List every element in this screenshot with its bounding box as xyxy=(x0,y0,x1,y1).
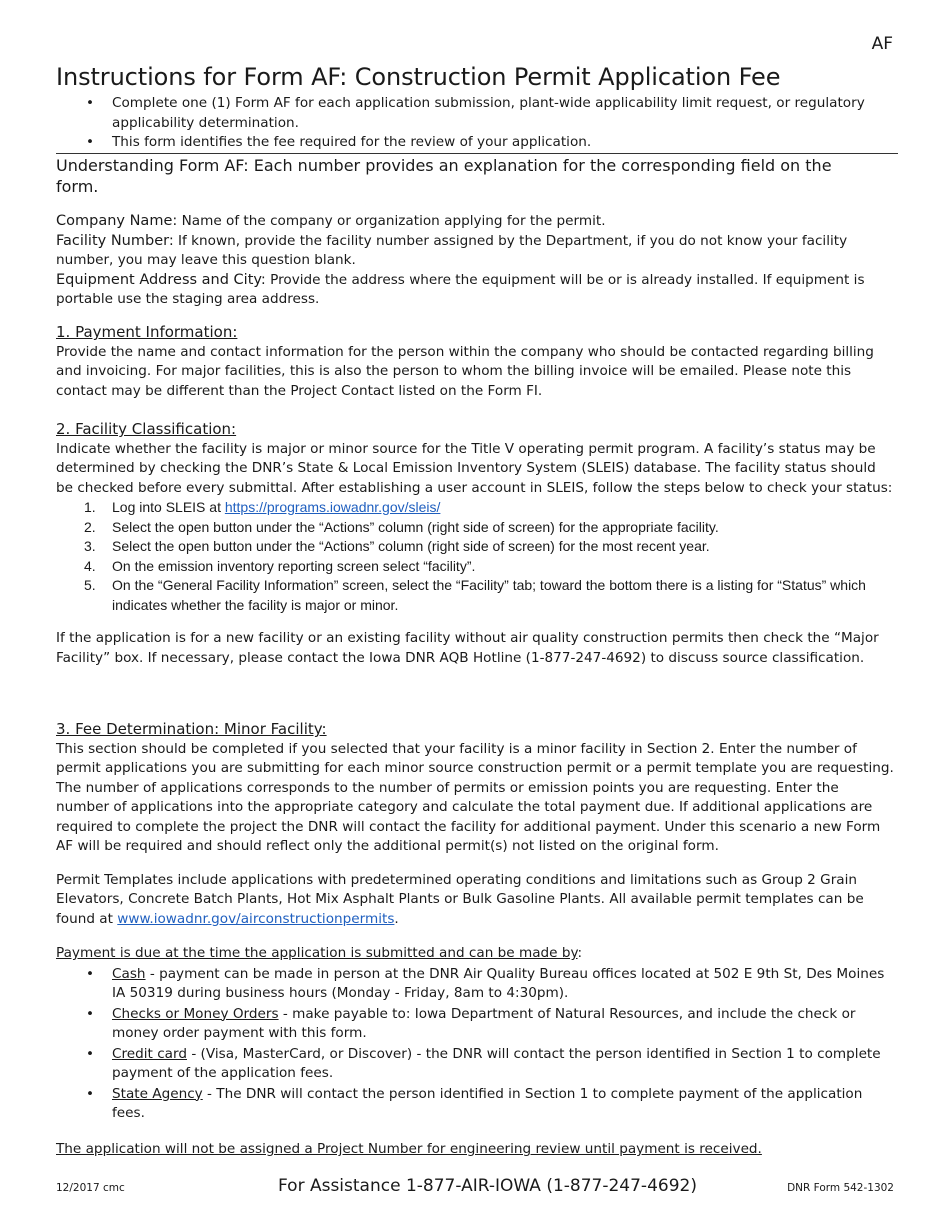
payment-method-label: Checks or Money Orders xyxy=(112,1005,279,1022)
section-heading: 2. Facility Classification: xyxy=(56,420,237,438)
payment-method-label: State Agency xyxy=(112,1085,203,1102)
section-text: Indicate whether the facility is major or minor source for the Title V operating permit program. A facility’s status may be determined by checking the DNR’s State & Local Emission Inventory System (SLEIS) database. The facility status should be checked before every submittal. After establishing a user account in SLEIS, follow the steps below to check your status: xyxy=(56,440,893,496)
payment-heading xyxy=(56,944,896,964)
step-item: 5. On the “General Facility Information” screen, select the “Facility” tab; toward the bottom there is a listing for “Status” which indicates whether the facility is major or minor. xyxy=(84,577,866,613)
field-descriptions xyxy=(56,212,896,310)
sleis-steps-list xyxy=(56,498,896,615)
step-text: Log into SLEIS at xyxy=(112,499,225,515)
payment-requirement-note: The application will not be assigned a Project Number for engineering review until payment is received. xyxy=(56,1141,762,1157)
equipment-address-label: Equipment Address and City: xyxy=(56,271,266,288)
section-payment-information xyxy=(56,323,896,401)
payment-method-item xyxy=(56,1085,896,1124)
step-text: On the “General Facility Information” screen, select the “Facility” tab; toward the bottom there is a listing for “Status” which indicates whether the facility is major or minor. xyxy=(112,577,866,613)
section-heading: 1. Payment Information: xyxy=(56,323,238,341)
payment-heading-colon: : xyxy=(577,945,583,961)
payment-method-label: Credit card xyxy=(112,1045,187,1062)
sleis-link[interactable]: https://programs.iowadnr.gov/sleis/ xyxy=(224,499,441,515)
step-item: 1. Log into SLEIS at https://programs.iowadnr.gov/sleis/ xyxy=(84,499,441,515)
equipment-address-text: Provide the address where the equipment will be or is already installed. If equipment is portable use the staging area address. xyxy=(56,271,865,307)
payment-heading-text: Payment is due at the time the application is submitted and can be made by xyxy=(56,945,578,961)
divider-line xyxy=(56,153,898,154)
footer-form-number: DNR Form 542-1302 xyxy=(787,1182,894,1194)
permit-templates-link[interactable]: www.iowadnr.gov/airconstructionpermits xyxy=(117,910,395,927)
section-heading: 3. Fee Determination: Minor Facility: xyxy=(56,720,327,738)
intro-bullet-list xyxy=(56,94,898,153)
step-text: Select the open button under the “Actions” column (right side of screen) for the appropriate facility. xyxy=(112,518,719,535)
payment-method-text: - payment can be made in person at the DNR Air Quality Bureau offices located at 502 E 9th St, Des Moines IA 50319 during business hours (Monday - Friday, 8am to 4:30pm). xyxy=(112,965,885,1001)
step-item: 4. On the emission inventory reporting screen select “facility”. xyxy=(84,557,476,574)
understanding-heading: Understanding Form AF: Each number provides an explanation for the corresponding field on the form. xyxy=(56,156,832,196)
step-item: 3. Select the open button under the “Actions” column (right side of screen) for the most recent year. xyxy=(84,538,710,554)
payment-method-text: - The DNR will contact the person identified in Section 1 to complete payment of the application fees. xyxy=(112,1085,863,1121)
new-facility-note: If the application is for a new facility or an existing facility without air quality construction permits then check the “Major Facility” box. If necessary, please contact the Iowa DNR AQB Hotline (1-877-247-4692) to discuss source classification. xyxy=(56,630,879,666)
footer-date: 12/2017 cmc xyxy=(56,1182,125,1194)
permit-templates-note xyxy=(56,871,896,930)
form-code-label: AF xyxy=(871,34,893,54)
step-text: On the emission inventory reporting screen select “facility”. xyxy=(112,557,476,574)
intro-bullet: • This form identifies the fee required for the review of your application. xyxy=(56,133,898,153)
facility-number-description xyxy=(56,232,896,271)
equipment-address-description xyxy=(56,271,896,310)
step-item: 2. Select the open button under the “Actions” column (right side of screen) for the appropriate facility. xyxy=(84,518,719,535)
facility-number-label: Facility Number: xyxy=(56,232,174,249)
templates-text: Permit Templates include applications with predetermined operating conditions and limitations such as Group 2 Grain Elevators, Concrete Batch Plants, Hot Mix Asphalt Plants or Bulk Gasoline Plants. All available permit templates can be found at xyxy=(56,871,864,927)
payment-methods-list xyxy=(56,965,896,1124)
section-facility-classification xyxy=(56,420,896,668)
payment-method-item xyxy=(56,1005,896,1044)
company-name-label: Company Name: xyxy=(56,213,178,229)
company-name-text: Name of the company or organization applying for the permit. xyxy=(177,213,606,229)
footer-assistance: For Assistance 1-877-AIR-IOWA (1-877-247-4692) xyxy=(278,1176,697,1196)
intro-bullet: • Complete one (1) Form AF for each application submission, plant-wide applicability limit request, or regulatory applicability determination. xyxy=(56,94,898,133)
page-title: Instructions for Form AF: Construction Permit Application Fee xyxy=(56,63,781,91)
section-text: Provide the name and contact information for the person within the company who should be contacted regarding billing and invoicing. For major facilities, this is also the person to whom the billing invoice will be emailed. Please note this contact may be different than the Project Contact listed on the Form FI. xyxy=(56,343,874,399)
payment-method-item xyxy=(56,965,896,1004)
payment-section xyxy=(56,944,896,1124)
templates-end: . xyxy=(394,910,399,927)
facility-number-text: If known, provide the facility number assigned by the Department, if you do not know your facility number, you may leave this question blank. xyxy=(56,232,848,268)
section-fee-determination xyxy=(56,720,896,929)
payment-method-item xyxy=(56,1045,896,1084)
payment-method-text: - make payable to: Iowa Department of Natural Resources, and include the check or money order payment with this form. xyxy=(112,1005,856,1041)
step-text: Select the open button under the “Actions” column (right side of screen) for the most recent year. xyxy=(112,538,710,554)
company-name-description xyxy=(56,212,896,232)
payment-method-text: - (Visa, MasterCard, or Discover) - the DNR will contact the person identified in Section 1 to complete payment of the application fees. xyxy=(112,1045,881,1081)
section-text: This section should be completed if you selected that your facility is a minor facility in Section 2. Enter the number of permit applications you are submitting for each minor source construction permit or a permit template you are requesting. The number of applications corresponds to the number of permits or emission points you are requesting. Enter the number of applications into the appropriate category and calculate the total payment due. If additional applications are required to complete the project the DNR will contact the facility for additional payment. Under this scenario a new Form AF will be required and should reflect only the additional permit(s) not listed on the original form. xyxy=(56,740,894,854)
payment-method-label: Cash xyxy=(112,965,146,982)
